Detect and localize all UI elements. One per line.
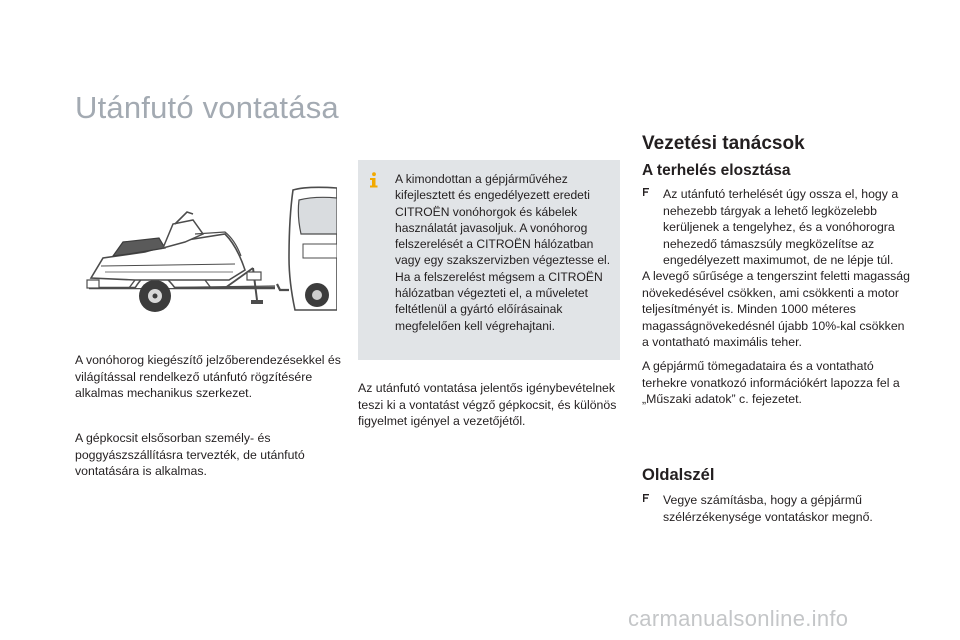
page-title: Utánfutó vontatása — [75, 90, 339, 125]
crosswind-bullet-text: Vegye számításba, hogy a gépjármű szélérzékenysége vontatáskor megnő. — [663, 493, 873, 524]
air-density-paragraph: A levegő sűrűsége a tengerszint feletti magasság növekedésével csökken, ami csökkenti a motor teljesítményét is. Minden 1000 méteres magasságnövekedésnél újabb 10%-kal csökken a vontatható maximális teher. — [642, 269, 910, 349]
bullet-arrow-icon — [642, 187, 650, 197]
trailer-with-jet-ski-illustration — [75, 160, 337, 320]
load-distribution-heading: A terhelés elosztása — [642, 162, 791, 179]
load-distribution-bullet-text: Az utánfutó terhelését úgy ossza el, hogy a nehezebb tárgyak a lehető legközelebb kerüljenek a tengelyhez, és a vonóhorogra nehezedő támaszsúly megközelítse az engedélyezett maximumot, de ne lépje túl. — [663, 187, 899, 267]
info-box-text: A kimondottan a gépjárművéhez kifejlesztett és engedélyezett eredeti CITROËN vonóhorgok és kábelek használatát javasoljuk. A vonóhorog felszerelését a CITROËN hálózatban vagy egy szakszervizben végeztesse el. Ha a felszerelést mégsem a CITROËN hálózatban végezteti el, a műveletet feltétlenül a gyártó előírásainak megfelelően kell végrehajtani. — [395, 172, 611, 333]
technical-data-reference: A gépjármű tömegadataira és a vontatható terhekre vonatkozó információkért lapozza fel a „Műszaki adatok” c. fejezetet. — [642, 359, 900, 406]
watermark: carmanualsonline.info — [628, 606, 849, 631]
crosswind-heading: Oldalszél — [642, 466, 715, 484]
intro-paragraph: A vonóhorog kiegészítő jelzőberendezésekkel és világítással rendelkező utánfutó rögzítésére alkalmas mechanikus szerkezet. — [75, 353, 341, 400]
crosswind-bullet — [642, 492, 914, 525]
load-distribution-bullet — [642, 186, 914, 269]
info-box — [358, 160, 620, 360]
towing-strain-paragraph: Az utánfutó vontatása jelentős igénybevételnek teszi ki a vontatást végző gépkocsit, és különös figyelmet igényel a vezetőjétől. — [358, 381, 617, 428]
bullet-arrow-icon — [642, 493, 650, 503]
usage-paragraph: A gépkocsit elsősorban személy- és poggyászszállításra tervezték, de utánfutó vontatására is alkalmas. — [75, 431, 305, 478]
info-icon — [366, 172, 380, 188]
driving-advice-heading: Vezetési tanácsok — [642, 133, 805, 154]
